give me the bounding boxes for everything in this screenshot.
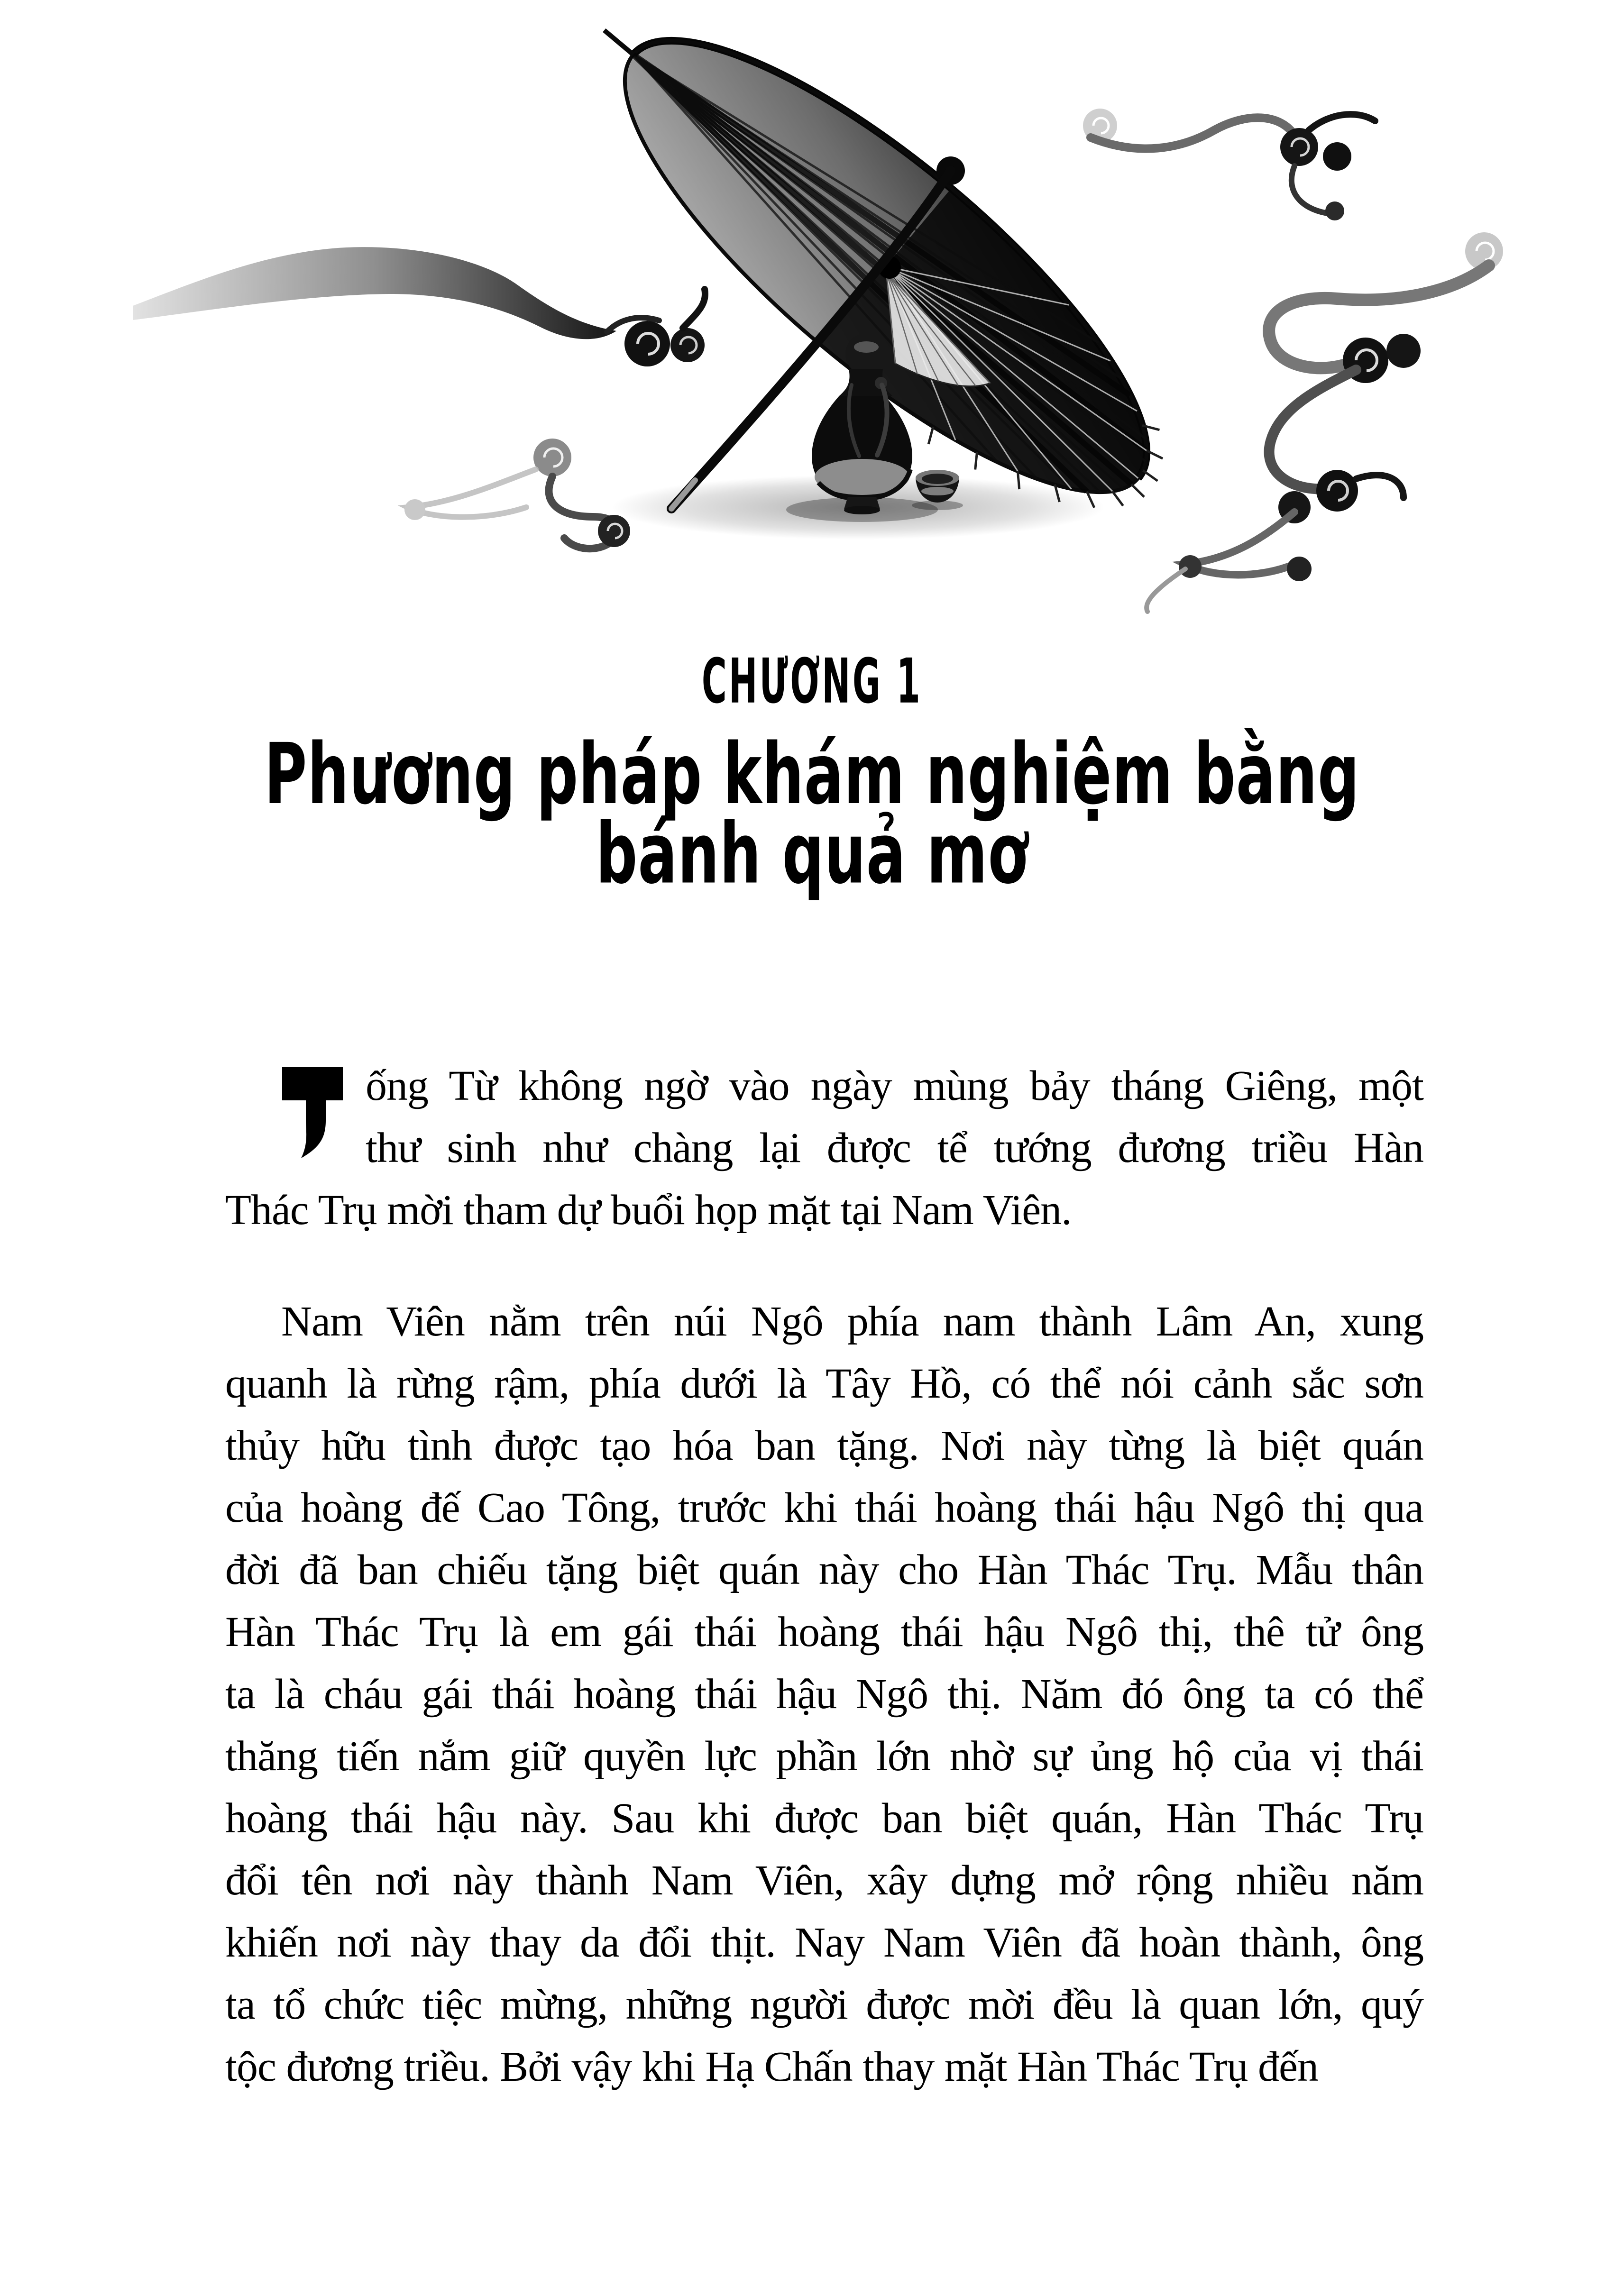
chapter-title-line-1: Phương pháp khám nghiệm bằng (264, 726, 1360, 823)
text-line: của hoàng đế Cao Tông, trước khi thái hoàng thái hậu Ngô thị qua (225, 1484, 1423, 1531)
text-line: thư sinh như chàng lại được tể tướng đương triều Hàn (366, 1125, 1423, 1171)
paragraph-lines (225, 1055, 1423, 1241)
chapter-title (146, 726, 1478, 903)
text-line: ta tổ chức tiệc mừng, những người được mời đều là quan lớn, quý (225, 1981, 1423, 2028)
paragraph (225, 1290, 1423, 2098)
chapter-label: CHƯƠNG 1 (701, 645, 923, 717)
chapter-title-line-2: bánh quả mơ (596, 805, 1028, 903)
text-line: hoàng thái hậu này. Sau khi được ban biệt quán, Hàn Thác Trụ (225, 1795, 1423, 1842)
cloud-swirl-bottom-left-icon (404, 439, 630, 549)
text-line: Thác Trụ mời tham dự buổi họp mặt tại Nam Viên. (225, 1187, 1072, 1234)
text-line: tộc đương triều. Bởi vậy khi Hạ Chấn thay mặt Hàn Thác Trụ đến (225, 2043, 1318, 2090)
text-line: quanh là rừng rậm, phía dưới là Tây Hồ, có thể nói cảnh sắc sơn (225, 1360, 1423, 1407)
text-line: Nam Viên nằm trên núi Ngô phía nam thành Lâm An, xung (281, 1298, 1423, 1345)
text-line: ta là cháu gái thái hoàng thái hậu Ngô thị. Năm đó ông ta có thể (225, 1671, 1423, 1718)
text-line: thăng tiến nắm giữ quyền lực phần lớn nhờ sự ủng hộ của vị thái (225, 1733, 1423, 1780)
paragraph-lines (225, 1290, 1423, 2098)
paragraph (225, 1055, 1423, 1241)
cloud-swirl-left-icon (133, 247, 705, 366)
wine-cup-icon (912, 470, 963, 510)
text-line: ống Từ không ngờ vào ngày mùng bảy tháng Giêng, một (366, 1062, 1423, 1109)
text-line: thủy hữu tình được tạo hóa ban tặng. Nơi này từng là biệt quán (225, 1422, 1423, 1469)
text-line: đời đã ban chiếu tặng biệt quán này cho Hàn Thác Trụ. Mẫu thân (225, 1546, 1423, 1593)
text-line: đổi tên nơi này thành Nam Viên, xây dựng mở rộng nhiều năm (225, 1857, 1423, 1904)
cloud-swirl-top-right-icon (1083, 109, 1375, 220)
drop-cap-letter (279, 1055, 346, 1173)
ink-illustration (123, 28, 1527, 702)
text-line: Hàn Thác Trụ là em gái thái hoàng thái hậu Ngô thị, thê tử ông (225, 1609, 1423, 1656)
text-line: khiến nơi này thay da đổi thịt. Nay Nam Viên đã hoàn thành, ông (225, 1919, 1423, 1966)
body-text (225, 1055, 1423, 2098)
cloud-swirl-right-icon (1147, 232, 1503, 612)
